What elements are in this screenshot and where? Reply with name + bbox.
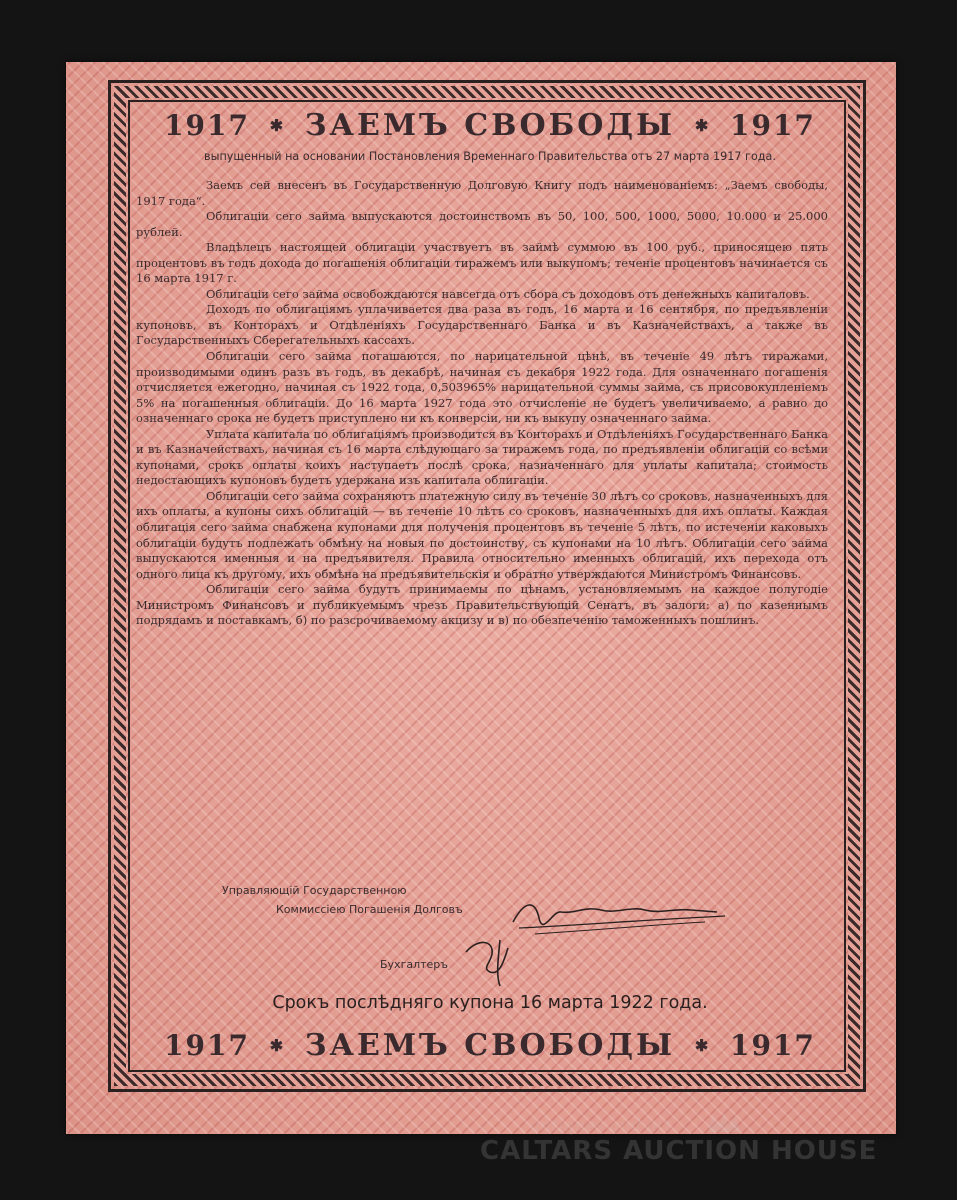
accountant-label: Бухгалтеръ — [380, 958, 449, 971]
paragraph: Облигаціи сего займа погашаются, по нарицательной цѣнѣ, въ теченіе 49 лѣтъ тиражами, производимыми одинъ разъ въ годъ, въ декабрѣ, начиная съ декабря 1922 года. Для означеннаго погашенія отчисляется ежегодно, начиная съ 1922 года, 0,503965% нарицательной суммы займа, съ присовокупленіемъ 5% на погашенныя облигаціи. До 16 марта 1927 года это отчисленіе не будетъ увеличиваемо, а равно до означеннаго срока не будетъ приступлено ни къ конверсіи, ни къ выкупу означеннаго займа. — [136, 349, 828, 426]
manager-title-line1: Управляющій Государственною — [222, 884, 407, 897]
top-year-right: 1917 — [729, 109, 816, 142]
star-ornament-icon: ✱ — [269, 116, 286, 135]
star-ornament-icon: ✱ — [694, 116, 711, 135]
star-ornament-icon: ✱ — [269, 1036, 286, 1055]
bottom-title: ЗАЕМЪ СВОБОДЫ — [304, 1028, 676, 1063]
accountant-signature — [460, 930, 520, 990]
bottom-year-left: 1917 — [164, 1029, 251, 1062]
watermark-brand: CALTARS AUCTION HOUSE — [480, 1136, 878, 1166]
paragraph: Облигаціи сего займа будутъ принимаемы по цѣнамъ, установляемымъ на каждое полугодіе Министромъ Финансовъ и публикуемымъ чрезъ Правительствующій Сенатъ, въ залоги: а) по казеннымъ подрядамъ и поставкамъ, б) по разсрочиваемому акцизу и в) по обезпеченію таможенныхъ пошлинъ. — [136, 582, 828, 628]
paragraph: Заемъ сей внесенъ въ Государственную Долговую Книгу подъ наименованіемъ: „Заемъ свободы, 1917 года“. — [136, 178, 828, 208]
coupon-deadline: Срокъ послѣдняго купона 16 марта 1922 года. — [272, 993, 708, 1013]
bottom-heading — [150, 1028, 830, 1063]
manager-title-line2: Коммиссіею Погашенія Долговъ — [276, 903, 463, 916]
top-year-left: 1917 — [164, 109, 251, 142]
paragraph: Облигаціи сего займа выпускаются достоинствомъ въ 50, 100, 500, 1000, 5000, 10.000 и 25.000 рублей. — [136, 209, 828, 239]
watermark-tagline: antiques and art — [530, 1116, 672, 1136]
subtitle: выпущенный на основании Постановления Временнаго Правительства отъ 27 марта 1917 года. — [204, 150, 776, 163]
top-title: ЗАЕМЪ СВОБОДЫ — [304, 108, 676, 143]
top-heading — [150, 108, 830, 143]
paragraph: Владѣлецъ настоящей облигаціи участвуетъ въ займѣ суммою въ 100 руб., приносящею пять процентовъ въ годъ дохода до погашенія облигаціи тиражемъ или выкупомъ; теченіе процентовъ начинается съ 16 марта 1917 г. — [136, 240, 828, 286]
paragraph: Уплата капитала по облигаціямъ производится въ Конторахъ и Отдѣленіяхъ Государственнаго Банка и въ Казначействахъ, начиная съ 16 марта слѣдующаго за тиражемъ года, по предъявленіи облигацій со всѣми купонами, срокъ оплаты коихъ наступаетъ послѣ срока, назначеннаго для уплаты капитала; стоимость недостающихъ купоновъ будетъ удержана изъ капитала облигаціи. — [136, 426, 828, 488]
paragraph: Доходъ по облигаціямъ уплачивается два раза въ годъ, 16 марта и 16 сентября, по предъявленіи купоновъ, въ Конторахъ и Отдѣленіяхъ Государственнаго Банка и въ Казначействахъ, а также въ Государственныхъ Сберегательныхъ кассахъ. — [136, 302, 828, 348]
bottom-year-right: 1917 — [729, 1029, 816, 1062]
paragraph: Облигаціи сего займа сохраняютъ платежную силу въ теченіе 30 лѣтъ со сроковъ, назначенныхъ для ихъ оплаты, а купоны сихъ облигацій — въ теченіе 10 лѣтъ со сроковъ, назначенныхъ для ихъ оплаты. Каждая облигація сего займа снабжена купонами для полученія процентовъ въ теченіе 5 лѣтъ, по истеченіи каковыхъ облигаціи будутъ подлежать обмѣну на новыя по достоинству, съ купонами на 10 лѣтъ. Облигаціи сего займа выпускаются именныя и на предъявителя. Правила относительно именныхъ облигацій, ихъ перехода отъ одного лица къ другому, ихъ обмѣна на предъявительскія и обратно утверждаются Министромъ Финансовъ. — [136, 488, 828, 581]
manager-signature — [505, 890, 735, 940]
bond-terms — [136, 178, 828, 629]
star-ornament-icon: ✱ — [694, 1036, 711, 1055]
crown-logo-icon — [704, 1108, 744, 1136]
paragraph: Облигаціи сего займа освобождаются навсегда отъ сбора съ доходовъ отъ денежныхъ капиталовъ. — [206, 286, 810, 301]
